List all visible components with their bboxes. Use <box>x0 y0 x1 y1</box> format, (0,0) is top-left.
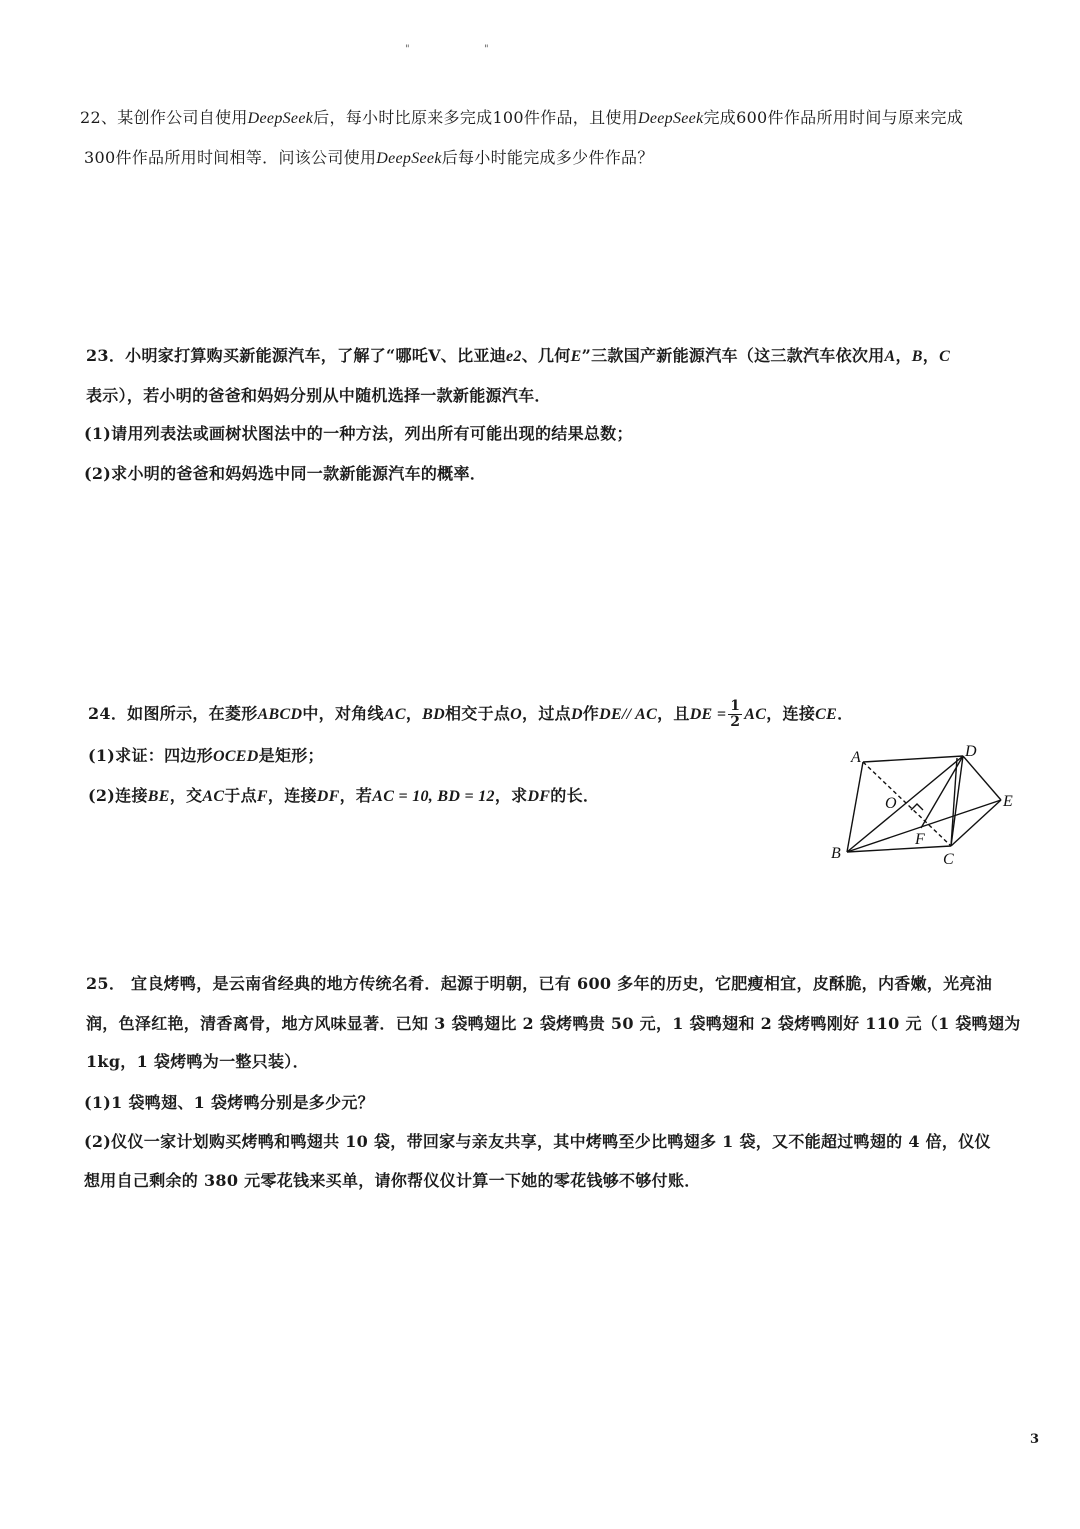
q25-part-2b: 想用自己剩余的 380 元零花钱来买单，请你帮仪仪计算一下她的零花钱够不够付账． <box>84 1171 701 1190</box>
q22-line-1: 22、某创作公司自使用DeepSeek后，每小时比原来多完成100件作品，且使用DeepSeek完成600件作品所用时间与原来完成 <box>80 108 964 127</box>
scan-mark: " <box>405 44 410 55</box>
q25-line-1: 25． 宜良烤鸭，是云南省经典的地方传统名肴．起源于明朝，已有 600 多年的历史，它肥瘦相宜，皮酥脆，内香嫩，光亮油 <box>86 974 993 993</box>
edge-da <box>863 756 963 762</box>
q23-part-1: (1)请用列表法或画树状图法中的一种方法，列出所有可能出现的结果总数； <box>84 424 633 443</box>
page-number: 3 <box>1030 1432 1040 1447</box>
edge-ab <box>847 762 863 852</box>
label-f: F <box>915 831 925 848</box>
one-half-fraction: $\frac{1}{2}$ <box>730 698 741 730</box>
diagonal-ac <box>863 762 951 846</box>
edge-de <box>963 756 1001 800</box>
q25-part-1: (1)1 袋鸭翅、1 袋烤鸭分别是多少元？ <box>84 1093 374 1112</box>
label-c: C <box>943 851 954 868</box>
diagonal-bd <box>847 756 963 852</box>
q24-part-2: (2)连接BE，交AC于点F，连接DF，若AC = 10, BD = 12，求DF的长． <box>88 786 600 805</box>
q24-line-1: 24．如图所示，在菱形ABCD中，对角线AC，BD相交于点O，过点D作DE// AC，且DE = $\frac{1}{2}$ AC，连接CE． <box>88 698 854 730</box>
q23-line-2: 表示），若小明的爸爸和妈妈分别从中随机选择一款新能源汽车． <box>86 386 551 405</box>
label-e: E <box>1003 793 1013 810</box>
rhombus-figure <box>825 740 1025 870</box>
right-angle-mark <box>911 804 923 810</box>
scan-mark: " <box>484 44 489 55</box>
q23-line-1: 23．小明家打算购买新能源汽车，了解了“哪吒Ⅴ、比亚迪e2、几何E”三款国产新能源汽车（这三款汽车依次用A，B，C <box>86 346 951 365</box>
q25-line-2: 润，色泽红艳，清香离骨，地方风味显著．已知 3 袋鸭翅比 2 袋烤鸭贵 50 元，1 袋鸭翅和 2 袋烤鸭刚好 110 元（1 袋鸭翅为 <box>86 1014 1021 1033</box>
q22-line-2: 300件作品所用时间相等．问该公司使用DeepSeek后每小时能完成多少件作品？ <box>84 148 654 167</box>
edge-cd <box>951 756 963 846</box>
label-d: D <box>965 743 977 760</box>
q25-line-3: 1kg，1 袋烤鸭为一整只装）． <box>86 1052 309 1071</box>
q24-part-1: (1)求证：四边形OCED是矩形； <box>88 746 324 765</box>
label-o: O <box>885 795 897 812</box>
q23-part-2: (2)求小明的爸爸和妈妈选中同一款新能源汽车的概率． <box>84 464 487 483</box>
label-b: B <box>831 845 841 862</box>
edge-ec <box>951 800 1001 846</box>
label-a: A <box>851 749 861 766</box>
q25-part-2a: (2)仪仪一家计划购买烤鸭和鸭翅共 10 袋，带回家与亲友共享，其中烤鸭至少比鸭翅多 1 袋，又不能超过鸭翅的 4 倍，仪仪 <box>84 1132 991 1151</box>
